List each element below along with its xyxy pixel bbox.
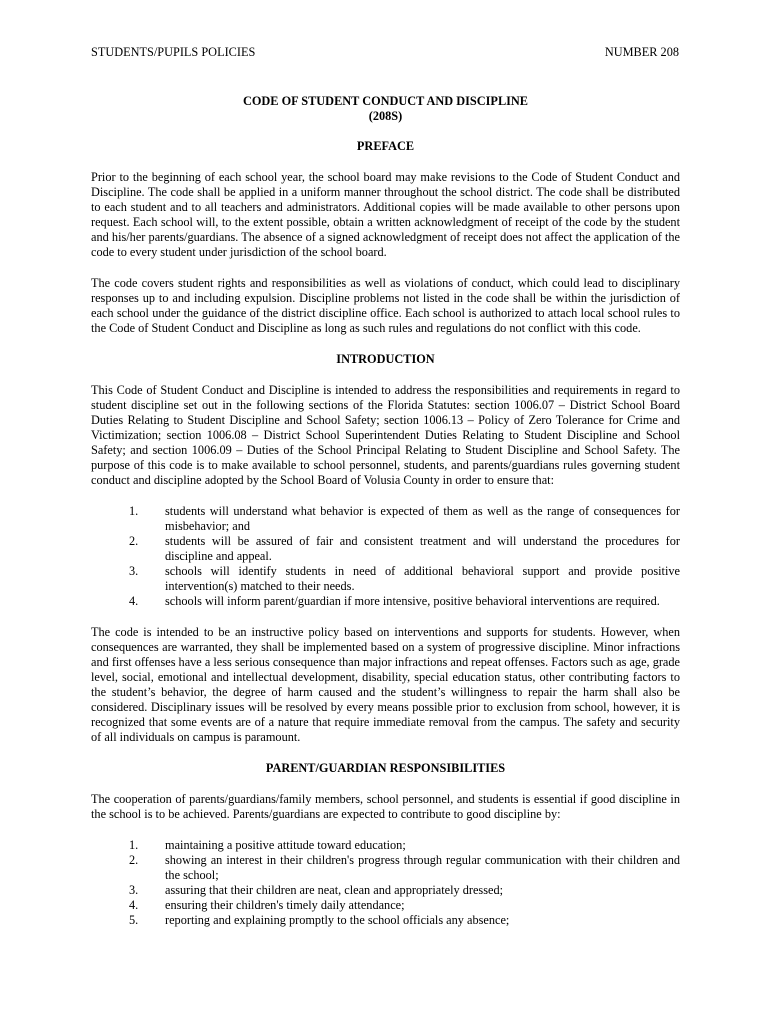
list-item-number: 1. xyxy=(129,838,139,852)
parent-responsibilities-paragraph: The cooperation of parents/guardians/family members, school personnel, and students is essential if good discipline in the school is to be achieved. Parents/guardians are expected to contribute to good discipline by: xyxy=(91,792,680,821)
list-item xyxy=(91,838,680,853)
document-subtitle: (208S) xyxy=(368,109,403,123)
list-item xyxy=(91,883,680,898)
list-item-number: 4. xyxy=(129,898,139,912)
preface-heading: PREFACE xyxy=(356,139,415,153)
list-item xyxy=(91,534,680,564)
preface-paragraph-1: Prior to the beginning of each school year, the school board may make revisions to the Code of Student Conduct and Discipline. The code shall be applied in a uniform manner throughout the school district. The code shall be distributed to each student and to all teachers and administrators. Additional copies will be made available to other persons upon request. Each school will, to the extent possible, obtain a written acknowledgment of receipt of the code by the student and his/her parents/guardians. The absence of a signed acknowledgment of receipt does not affect the application of the code to every student under jurisdiction of the school board. xyxy=(91,170,680,259)
list-item-number: 3. xyxy=(129,564,139,578)
list-item-text: students will be assured of fair and consistent treatment and will understand the procedures for discipline and appeal. xyxy=(165,534,680,563)
list-item xyxy=(91,898,680,913)
list-item-number: 1. xyxy=(129,504,139,518)
page-header xyxy=(91,45,679,61)
list-item-number: 4. xyxy=(129,594,139,608)
list-item-text: reporting and explaining promptly to the school officials any absence; xyxy=(165,913,510,927)
list-item-number: 2. xyxy=(129,853,139,867)
introduction-closing-paragraph: The code is intended to be an instructive policy based on interventions and supports for students. However, when consequences are warranted, they shall be implemented based on a system of progressive discipline. Minor infractions and first offenses have a less serious consequence than major infractions and repeat offenses. Factors such as age, grade level, social, emotional and intellectual development, disability, special education status, other contributing factors to the student’s behavior, the degree of harm caused and the student’s willingness to repair the harm shall also be considered. Disciplinary issues will be resolved by every means possible prior to exclusion from school, however, it is recognized that some events are of a nature that require immediate removal from the campus. The safety and security of all individuals on campus is paramount. xyxy=(91,625,680,744)
introduction-list xyxy=(91,504,680,609)
list-item-text: showing an interest in their children's progress through regular communication with their children and the school; xyxy=(165,853,680,882)
header-section-label: STUDENTS/PUPILS POLICIES xyxy=(91,45,256,59)
list-item-text: ensuring their children's timely daily attendance; xyxy=(165,898,405,912)
list-item-number: 3. xyxy=(129,883,139,897)
document-title: CODE OF STUDENT CONDUCT AND DISCIPLINE xyxy=(242,94,529,108)
list-item-number: 2. xyxy=(129,534,139,548)
list-item-text: maintaining a positive attitude toward education; xyxy=(165,838,406,852)
list-item-number: 5. xyxy=(129,913,139,927)
list-item-text: assuring that their children are neat, clean and appropriately dressed; xyxy=(165,883,504,897)
list-item xyxy=(91,853,680,883)
list-item xyxy=(91,594,680,609)
parent-responsibilities-list xyxy=(91,838,680,928)
introduction-paragraph: This Code of Student Conduct and Discipline is intended to address the responsibilities and requirements in regard to student discipline set out in the following sections of the Florida Statutes: section 1006.07 – District School Board Duties Relating to Student Discipline and School Safety; section 1006.13 – Policy of Zero Tolerance for Crime and Victimization; section 1006.08 – District School Superintendent Duties Relating to Student Discipline and School Safety; and section 1006.09 – Duties of the School Principal Relating to Student Discipline and School Safety. The purpose of this code is to make available to school personnel, students, and parents/guardians rules governing student conduct and discipline adopted by the School Board of Volusia County in order to ensure that: xyxy=(91,383,680,487)
list-item xyxy=(91,913,680,928)
list-item-text: students will understand what behavior is expected of them as well as the range of consequences for misbehavior; and xyxy=(165,504,680,533)
list-item xyxy=(91,504,680,534)
document-body xyxy=(91,94,680,944)
list-item xyxy=(91,564,680,594)
introduction-heading: INTRODUCTION xyxy=(336,352,435,366)
header-policy-number: NUMBER 208 xyxy=(604,45,679,59)
list-item-text: schools will identify students in need of additional behavioral support and provide positive intervention(s) matched to their needs. xyxy=(165,564,680,593)
list-item-text: schools will inform parent/guardian if more intensive, positive behavioral interventions are required. xyxy=(165,594,660,608)
preface-paragraph-2: The code covers student rights and responsibilities as well as violations of conduct, which could lead to disciplinary responses up to and including expulsion. Discipline problems not listed in the code shall be within the jurisdiction of each school under the guidance of the district discipline office. Each school is authorized to attach local school rules to the Code of Student Conduct and Discipline as long as such rules and regulations do not conflict with this code. xyxy=(91,276,680,335)
parent-responsibilities-heading: PARENT/GUARDIAN RESPONSIBILITIES xyxy=(265,761,506,775)
